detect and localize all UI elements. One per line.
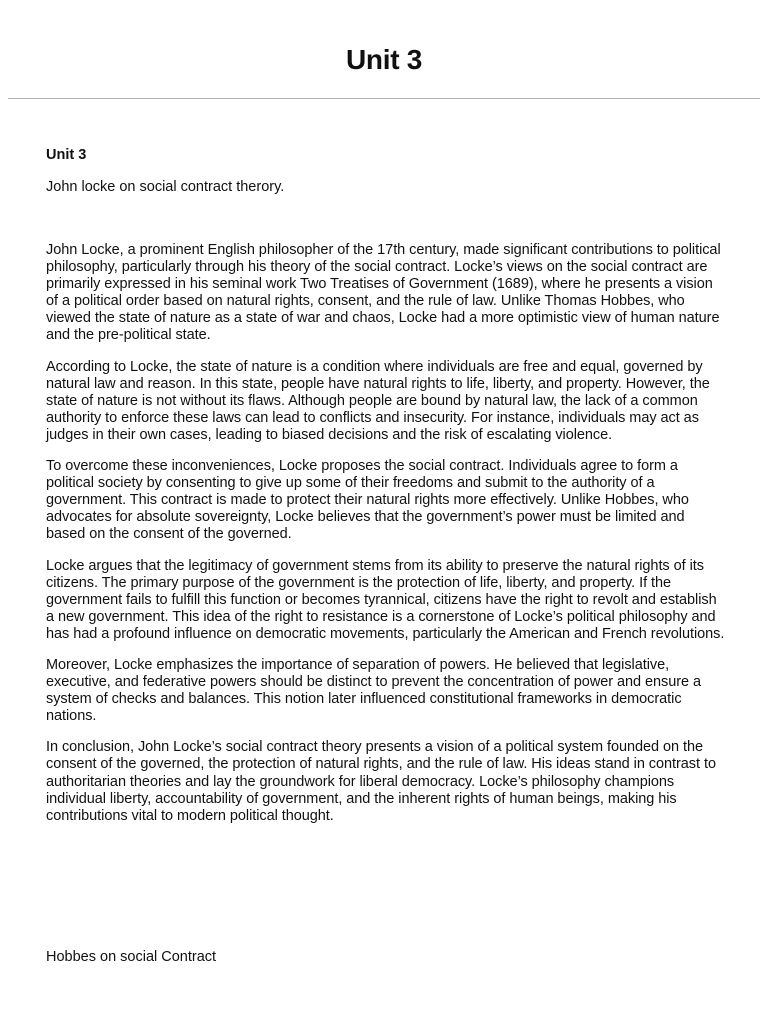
page-title: Unit 3 <box>346 44 422 75</box>
paragraph-6: In conclusion, John Locke’s social contract theory presents a vision of a political system founded on the consent of the governed, the protection of natural rights, and the rule of law. His ideas stand in contrast to authoritarian theories and lay the groundwork for liberal democracy. Locke’s philosophy champions individual liberty, accountability of government, and the inherent rights of human beings, making his contributions vital to modern political thought. <box>46 739 716 824</box>
paragraph-4: Locke argues that the legitimacy of government stems from its ability to preserve the natural rights of its citizens. The primary purpose of the government is the protection of life, liberty, and property. If the government fails to fulfill this function or becomes tyrannical, citizens have the right to revolt and establish a new government. This idea of the right to resistance is a cornerstone of Locke’s political philosophy and has had a profound influence on democratic movements, particularly the American and French revolutions. <box>46 557 725 642</box>
paragraph-2: According to Locke, the state of nature is a condition where individuals are free and equal, governed by natural law and reason. In this state, people have natural rights to life, liberty, and property. However, the state of nature is not without its flaws. Although people are bound by natural law, the lack of a common authority to enforce these laws can lead to conflicts and insecurity. For instance, individuals may act as judges in their own cases, leading to biased decisions and the risk of escalating violence. <box>46 358 710 443</box>
paragraph-5: Moreover, Locke emphasizes the importance of separation of powers. He believed that legislative, executive, and federative powers should be distinct to prevent the concentration of power and ensure a system of checks and balances. This notion later influenced constitutional frameworks in democratic nations. <box>46 656 702 725</box>
unit-label: Unit 3 <box>46 147 87 163</box>
document-body <box>46 146 726 839</box>
page-header <box>0 0 768 99</box>
paragraph-3: To overcome these inconveniences, Locke proposes the social contract. Individuals agree to form a political society by consenting to give up some of their freedoms and submit to the authority of a government. This contract is made to protect their natural rights more effectively. Unlike Hobbes, who advocates for absolute sovereignty, Locke believes that the government’s power must be limited and based on the consent of the governed. <box>46 458 689 543</box>
paragraph-1: John Locke, a prominent English philosopher of the 17th century, made significant contributions to political philosophy, particularly through his theory of the social contract. Locke’s views on the social contract are primarily expressed in his seminal work Two Treatises of Government (1689), where he presents a vision of a political order based on natural rights, consent, and the rule of law. Unlike Thomas Hobbes, who viewed the state of nature as a state of war and chaos, Locke had a more optimistic view of human nature and the pre-political state. <box>46 242 721 344</box>
document-subtitle: John locke on social contract therory. <box>46 179 285 195</box>
next-section-heading: Hobbes on social Contract <box>46 949 217 965</box>
header-divider <box>8 98 760 99</box>
